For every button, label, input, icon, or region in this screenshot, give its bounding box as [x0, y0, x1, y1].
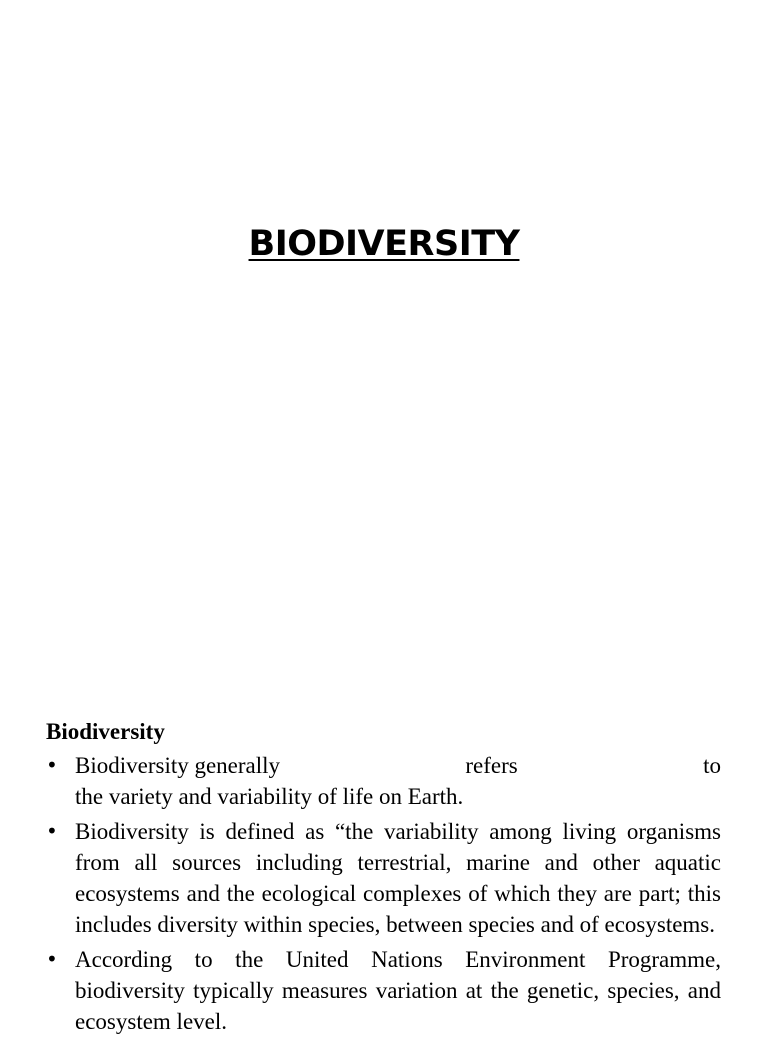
bullet-list [46, 750, 721, 1037]
body-section [46, 716, 721, 1041]
section-heading: Biodiversity [46, 719, 165, 744]
bullet-text-part: refers [465, 753, 518, 778]
bullet-item [46, 750, 721, 812]
bullet-text-part: Biodiversity generally [75, 753, 281, 778]
bullet-item [46, 944, 721, 1037]
bullet-text: According to the United Nations Environment Programme, biodiversity typically measures variation at the genetic, species, and ecosystem level. [75, 947, 721, 1034]
page-title: BIODIVERSITY [248, 224, 520, 264]
bullet-item [46, 816, 721, 940]
bullet-first-line [75, 750, 721, 781]
bullet-text: Biodiversity is defined as “the variability among living organisms from all sources including terrestrial, marine and other aquatic ecosystems and the ecological complexes of which they are part; this includes diversity within species, between species and of ecosystems. [75, 819, 721, 937]
bullet-marker: • [46, 753, 58, 777]
bullet-marker: • [46, 947, 58, 971]
bullet-marker: • [46, 819, 58, 843]
bullet-text-part: to [703, 753, 721, 778]
bullet-text: the variety and variability of life on Earth. [75, 784, 464, 809]
